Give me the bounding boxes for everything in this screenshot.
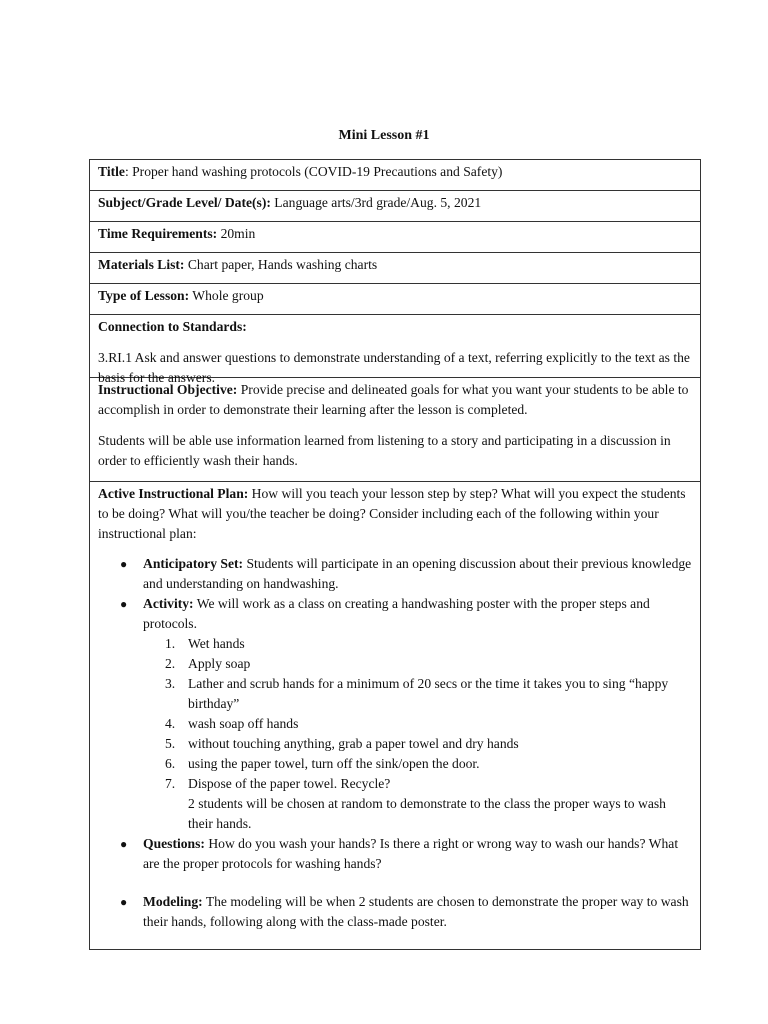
step-text: Lather and scrub hands for a minimum of 20 secs or the time it takes you to sing “happy birthday” — [188, 676, 669, 711]
objective-label: Instructional Objective: — [98, 382, 238, 397]
step-number: 4. — [165, 716, 176, 731]
standards-label: Connection to Standards: — [98, 319, 247, 334]
plan-label: Active Instructional Plan: — [98, 486, 249, 501]
anticipatory-text: Students will participate in an opening discussion about their previous knowledge and understanding on handwashing. — [143, 556, 692, 591]
step-item — [143, 734, 692, 754]
handwashing-steps-list — [143, 634, 692, 834]
lesson-type-label: Type of Lesson: — [98, 288, 190, 303]
step-item — [143, 674, 692, 714]
modeling-label: Modeling: — [143, 894, 203, 909]
materials-row — [90, 253, 700, 284]
bullet-icon: ● — [120, 895, 128, 909]
step-number: 2. — [165, 656, 176, 671]
step-number: 5. — [165, 736, 176, 751]
bullet-icon: ● — [120, 597, 128, 611]
materials-label: Materials List: — [98, 257, 185, 272]
questions-text: How do you wash your hands? Is there a right or wrong way to wash our hands? What are the proper protocols for washing hands? — [143, 836, 679, 871]
lesson-plan-table — [89, 159, 701, 950]
time-label: Time Requirements: — [98, 226, 218, 241]
activity-note: 2 students will be chosen at random to demonstrate to the class the proper ways to wash their hands. — [188, 796, 666, 831]
standards-row — [90, 315, 700, 385]
instructional-plan-row — [90, 482, 700, 950]
activity-label: Activity: — [143, 596, 194, 611]
activity-text: We will work as a class on creating a handwashing poster with the proper steps and protocols. — [143, 596, 650, 631]
time-value: 20min — [217, 226, 256, 241]
step-text: using the paper towel, turn off the sink/open the door. — [188, 756, 480, 771]
modeling-text: The modeling will be when 2 students are chosen to demonstrate the proper way to wash their hands, following along with the class-made poster. — [143, 894, 689, 929]
step-item — [143, 714, 692, 734]
subject-value: Language arts/3rd grade/Aug. 5, 2021 — [270, 195, 482, 210]
step-item — [143, 634, 692, 654]
bullet-icon: ● — [120, 557, 128, 571]
step-number: 7. — [165, 776, 176, 791]
title-label: Title — [98, 164, 125, 179]
step-item — [143, 754, 692, 774]
step-text: without touching anything, grab a paper towel and dry hands — [188, 736, 519, 751]
lesson-type-value: Whole group — [189, 288, 264, 303]
anticipatory-set-item — [98, 554, 692, 594]
document-title: Mini Lesson #1 — [338, 128, 430, 143]
materials-value: Chart paper, Hands washing charts — [184, 257, 378, 272]
time-row — [90, 222, 700, 253]
questions-label: Questions: — [143, 836, 205, 851]
step-item — [143, 774, 692, 834]
step-number: 1. — [165, 636, 176, 651]
plan-prompt: How will you teach your lesson step by step? What will you expect the students to be doing? What will you/the teacher be doing? Consider including each of the following within your instructional plan: — [98, 486, 686, 541]
spacer — [98, 874, 692, 892]
title-value: : Proper hand washing protocols (COVID-19 Precautions and Safety) — [124, 164, 503, 179]
step-number: 6. — [165, 756, 176, 771]
step-text: Apply soap — [188, 656, 251, 671]
lesson-type-row — [90, 284, 700, 315]
subject-row — [90, 191, 700, 222]
step-text: Dispose of the paper towel. Recycle? — [188, 776, 391, 791]
objective-prompt: Provide precise and delineated goals for what you want your students to be able to accomplish in order to demonstrate their learning after the lesson is completed. — [98, 382, 689, 417]
step-item — [143, 654, 692, 674]
objective-text: Students will be able use information learned from listening to a story and participating in a discussion in order to efficiently wash their hands. — [98, 433, 671, 468]
bullet-icon: ● — [120, 837, 128, 851]
modeling-item — [98, 892, 692, 932]
step-text: wash soap off hands — [188, 716, 299, 731]
standards-text: 3.RI.1 Ask and answer questions to demonstrate understanding of a text, referring explicitly to the text as the basis for the answers. — [98, 350, 690, 385]
activity-item — [98, 594, 692, 834]
step-text: Wet hands — [188, 636, 245, 651]
subject-label: Subject/Grade Level/ Date(s): — [98, 195, 271, 210]
objective-row — [90, 378, 700, 482]
questions-item — [98, 834, 692, 874]
step-number: 3. — [165, 676, 176, 691]
plan-bullet-list — [98, 554, 692, 932]
anticipatory-label: Anticipatory Set: — [143, 556, 244, 571]
title-row — [90, 160, 700, 191]
